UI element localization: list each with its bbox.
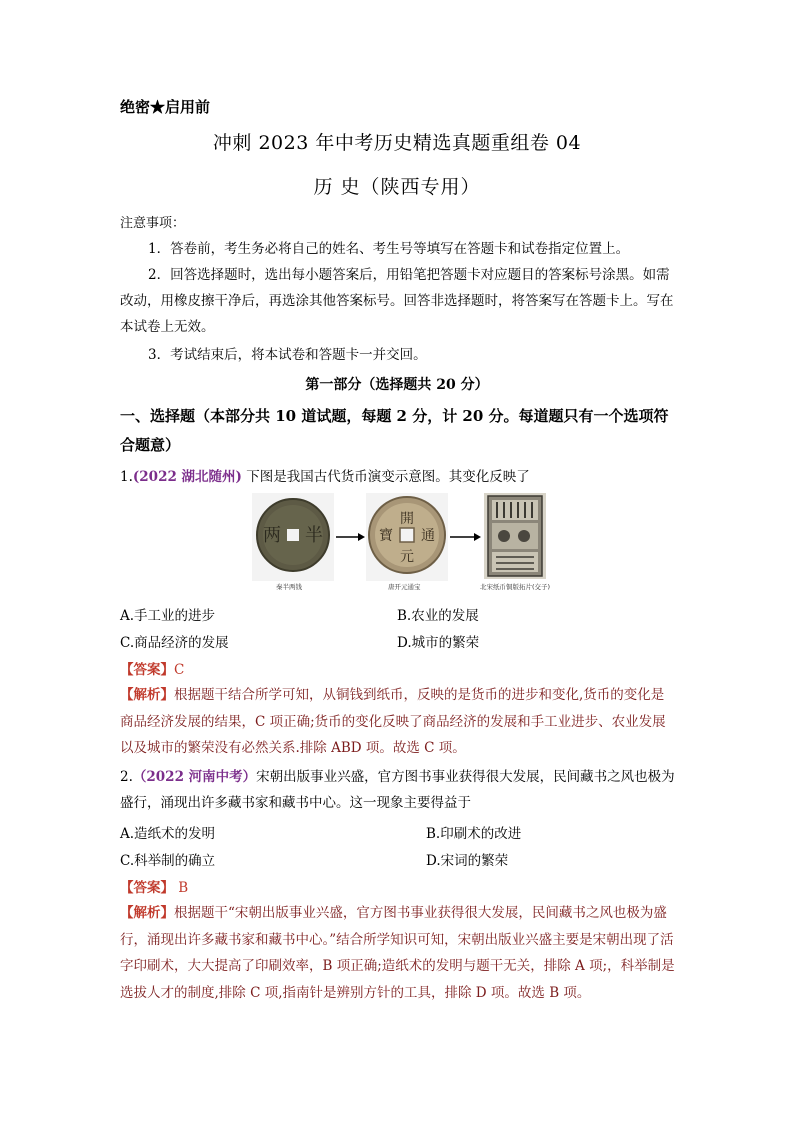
question-source: (2022 湖北随州) bbox=[132, 469, 242, 485]
note-item-3: 3．考试结束后，将本试卷和答题卡一并交回。 bbox=[148, 347, 427, 363]
qin-banliang-coin-image bbox=[252, 493, 334, 581]
exam-subtitle: 历 史（陕西专用） bbox=[313, 176, 481, 198]
answer-tag: 【答案】 bbox=[120, 880, 174, 896]
tang-kaiyuan-coin-image bbox=[366, 493, 448, 581]
question-2-stem bbox=[120, 764, 680, 816]
section-heading: 一、选择题（本部分共 10 道试题，每题 2 分，计 20 分。每道题只有一个选项符合题意） bbox=[120, 407, 669, 454]
currency-evolution-figure bbox=[252, 493, 552, 593]
question-number: 2. bbox=[120, 769, 133, 785]
q2-option-d: D.宋词的繁荣 bbox=[426, 853, 509, 869]
q1-option-c: C.商品经济的发展 bbox=[120, 635, 229, 651]
explanation-tag: 【解析】 bbox=[120, 905, 174, 921]
q2-option-a: A.造纸术的发明 bbox=[120, 826, 216, 842]
q1-option-d: D.城市的繁荣 bbox=[397, 635, 480, 651]
q1-answer bbox=[120, 658, 184, 678]
question-source: （2022 河南中考） bbox=[132, 769, 257, 785]
coin-char-yuan: 元 bbox=[400, 549, 414, 565]
q2-option-c: C.科举制的确立 bbox=[120, 853, 216, 869]
answer-tag: 【答案】 bbox=[120, 662, 174, 678]
q1-option-b: B.农业的发展 bbox=[397, 608, 479, 624]
explanation-tag: 【解析】 bbox=[120, 687, 174, 703]
arrow-right-icon bbox=[336, 533, 365, 541]
q2-option-b: B.印刷术的改进 bbox=[426, 826, 522, 842]
explanation-text: 根据题干结合所学可知，从铜钱到纸币，反映的是货币的进步和变化,货币的变化是商品经济发展的结果，C 项正确;货币的变化反映了商品经济的发展和手工业进步、农业发展以及城市的繁荣没有必然关系.排除 ABD 项。故选 C 项。 bbox=[120, 687, 666, 756]
part-title: 第一部分（选择题共 20 分） bbox=[305, 377, 489, 393]
coin-char-bao: 寶 bbox=[379, 528, 393, 544]
secret-label: 绝密★启用前 bbox=[120, 98, 211, 116]
arrow-right-icon bbox=[450, 533, 481, 541]
coin-char-kai: 開 bbox=[400, 511, 414, 527]
q2-answer bbox=[120, 876, 188, 896]
note-item-1: 1．答卷前，考生务必将自己的姓名、考生号等填写在答题卡和试卷指定位置上。 bbox=[148, 241, 630, 257]
coin-char-liang: 两 bbox=[263, 525, 281, 546]
q1-option-a: A.手工业的进步 bbox=[120, 608, 216, 624]
caption-tang: 唐开元通宝 bbox=[388, 583, 421, 591]
notes-heading: 注意事项： bbox=[120, 216, 186, 231]
exam-title: 冲刺 2023 年中考历史精选真题重组卷 04 bbox=[212, 132, 582, 154]
caption-jiaozi: 北宋纸币铜版拓片(交子) bbox=[480, 583, 551, 591]
q1-explanation bbox=[120, 682, 676, 762]
answer-value: C bbox=[174, 662, 185, 678]
explanation-text: 根据题干“宋朝出版事业兴盛，官方图书事业获得很大发展，民间藏书之风也极为盛行，涌现出许多藏书家和藏书中心。”结合所学知识可知，宋朝出版业兴盛主要是宋朝出现了活字印刷术，大大提高了印刷效率，B 项正确;造纸术的发明与题干无关，排除 A 项;，科举制是选拔人才的制度,排除 C 项,指南针是辨别方针的工具，排除 D 项。故选 B 项。 bbox=[120, 905, 675, 1001]
jiaozi-rubbing-image bbox=[484, 493, 546, 579]
question-number: 1. bbox=[120, 469, 133, 485]
note-item-2: 2．回答选择题时，选出每小题答案后，用铅笔把答题卡对应题目的答案标号涂黑。如需改动，用橡皮擦干净后，再选涂其他答案标号。回答非选择题时，将答案写在答题卡上。写在本试卷上无效。 bbox=[120, 267, 674, 335]
caption-qin: 秦半两钱 bbox=[276, 583, 302, 591]
coin-char-tong: 通 bbox=[421, 528, 435, 544]
answer-value: B bbox=[174, 880, 189, 896]
question-1-stem bbox=[120, 464, 680, 490]
q2-explanation bbox=[120, 900, 676, 1006]
coin-char-ban: 半 bbox=[305, 525, 323, 546]
question-text: 下图是我国古代货币演变示意图。其变化反映了 bbox=[241, 469, 530, 485]
question-text: 宋朝出版事业兴盛，官方图书事业获得很大发展，民间藏书之风也极为盛行，涌现出许多藏书家和藏书中心。这一现象主要得益于 bbox=[120, 769, 675, 811]
